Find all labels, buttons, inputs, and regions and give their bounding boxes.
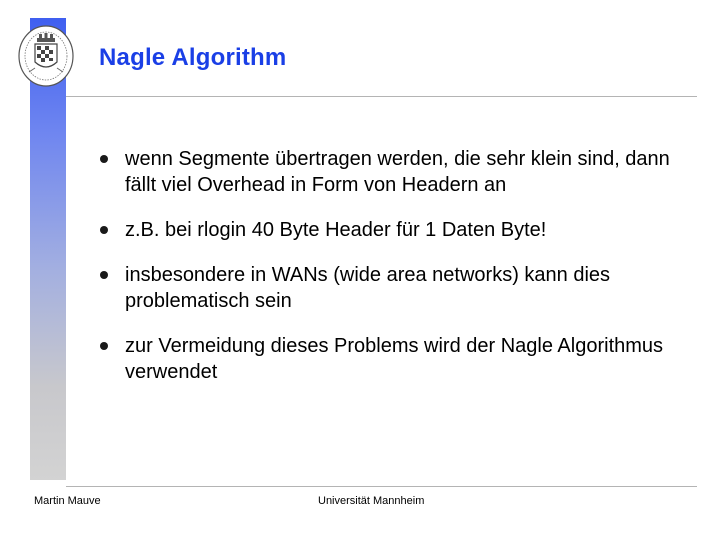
bullet-item [100,217,680,243]
bullet-item [100,146,680,198]
bullet-item [100,262,680,314]
bullet-list [100,146,680,404]
footer-author: Martin Mauve [34,495,101,507]
footer-institution: Universität Mannheim [318,495,425,507]
bullet-text: insbesondere in WANs (wide area networks) kann dies problematisch sein [125,264,611,312]
bullet-text: z.B. bei rlogin 40 Byte Header für 1 Daten Byte! [125,219,547,241]
bullet-dot-icon [100,271,108,279]
slide-title: Nagle Algorithm [99,44,287,71]
bullet-item [100,333,680,385]
bullet-dot-icon [100,155,108,163]
bullet-text: wenn Segmente übertragen werden, die sehr klein sind, dann fällt viel Overhead in Form von Headern an [125,148,670,196]
footer-divider [66,486,697,487]
bullet-dot-icon [100,226,108,234]
bullet-dot-icon [100,342,108,350]
bullet-text: zur Vermeidung dieses Problems wird der Nagle Algorithmus verwendet [125,335,664,383]
title-divider [66,96,697,97]
university-seal-icon [17,24,75,88]
